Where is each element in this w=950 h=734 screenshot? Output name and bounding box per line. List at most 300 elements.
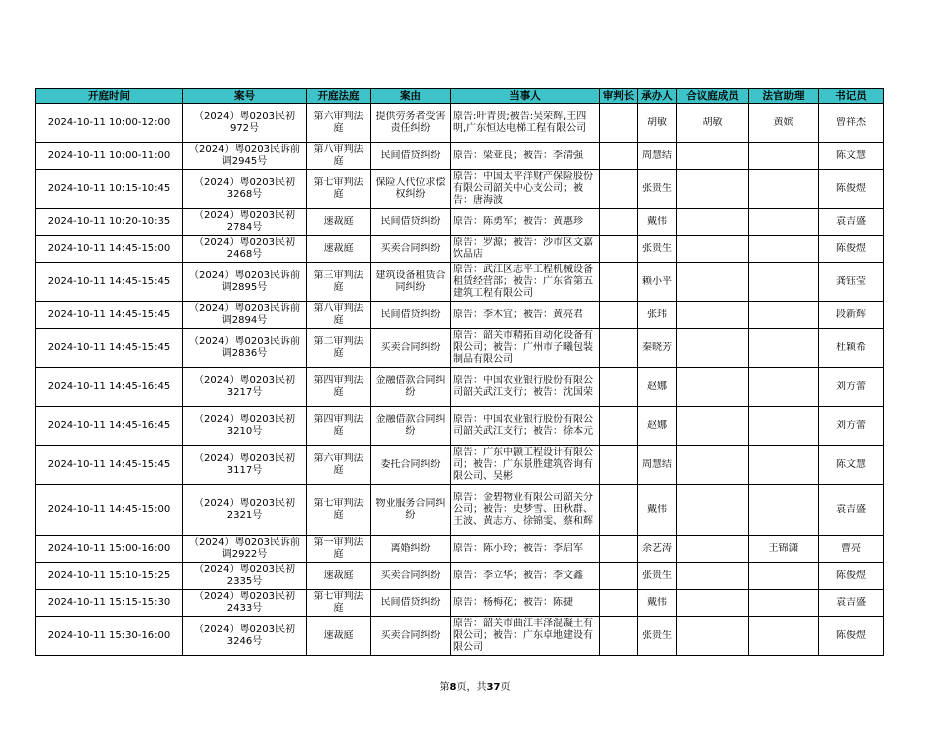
cell-text: 曹亮 <box>841 543 861 554</box>
cell-parties <box>451 536 600 563</box>
cell-judge-assistant <box>749 368 819 407</box>
cell-parties <box>451 170 600 209</box>
cell-case-number <box>183 485 307 536</box>
cell-text: 胡敏 <box>702 117 723 128</box>
column-header-hearing-time: 开庭时间 <box>36 89 183 104</box>
cell-text: 物业服务合同纠纷 <box>375 498 446 521</box>
cell-courtroom <box>307 617 371 656</box>
cell-case-number <box>183 536 307 563</box>
cell-text: 离婚纠纷 <box>390 543 431 554</box>
cell-hearing-time <box>36 590 183 617</box>
cell-courtroom <box>307 263 371 302</box>
cell-cause-of-action <box>371 368 451 407</box>
cell-text: 原告：罗源；被告：沙市区文嘉饮品店 <box>453 237 593 260</box>
table-row <box>36 209 884 236</box>
cell-judge-in-charge <box>638 485 677 536</box>
cell-panel-members <box>677 446 749 485</box>
cell-parties <box>451 485 600 536</box>
cell-text: 建筑设备租赁合同纠纷 <box>375 270 446 293</box>
cell-text: 2024-10-11 15:10-15:25 <box>47 570 171 581</box>
cell-courtroom <box>307 446 371 485</box>
column-header-parties: 当事人 <box>451 89 600 104</box>
cell-judge-assistant <box>749 236 819 263</box>
cell-cause-of-action <box>371 143 451 170</box>
cell-text: 第八审判法庭 <box>313 144 364 167</box>
cell-text: （2024）粤0203民初3246号 <box>194 624 295 647</box>
cell-clerk <box>819 236 884 263</box>
cell-text: 第三审判法庭 <box>313 270 364 293</box>
cell-clerk <box>819 536 884 563</box>
cell-text: 张玮 <box>647 309 667 320</box>
cell-hearing-time <box>36 485 183 536</box>
cell-judge-in-charge <box>638 143 677 170</box>
cell-text: 金融借款合同纠纷 <box>375 414 446 437</box>
cell-text: 秦晓芳 <box>642 342 672 353</box>
cell-text: 戴伟 <box>647 216 667 227</box>
cell-case-number <box>183 617 307 656</box>
cell-courtroom <box>307 485 371 536</box>
cell-text: 第七审判法庭 <box>313 498 364 521</box>
cell-cause-of-action <box>371 485 451 536</box>
cell-panel-members <box>677 368 749 407</box>
cell-cause-of-action <box>371 209 451 236</box>
cell-hearing-time <box>36 209 183 236</box>
cell-case-number <box>183 302 307 329</box>
cell-panel-members <box>677 536 749 563</box>
table-row <box>36 263 884 302</box>
cell-courtroom <box>307 407 371 446</box>
cell-text: 速裁庭 <box>323 243 354 254</box>
cell-courtroom <box>307 563 371 590</box>
cell-panel-members <box>677 236 749 263</box>
header-row <box>36 89 884 104</box>
cell-text: （2024）粤0203民初3210号 <box>194 414 295 437</box>
cell-text: 2024-10-11 10:15-10:45 <box>47 183 171 194</box>
cell-parties <box>451 563 600 590</box>
cell-presiding-judge <box>600 617 638 656</box>
cell-judge-in-charge <box>638 407 677 446</box>
cell-courtroom <box>307 170 371 209</box>
table-row <box>36 536 884 563</box>
cell-text: 张贵生 <box>642 570 672 581</box>
cell-text: 原告：陈小玲；被告：李启军 <box>453 543 583 554</box>
table-row <box>36 617 884 656</box>
cell-judge-assistant <box>749 209 819 236</box>
cell-text: 陈文慧 <box>836 150 866 161</box>
cell-text: 陈文慧 <box>836 459 866 470</box>
cell-text: 刘方蕾 <box>836 381 866 392</box>
cell-panel-members <box>677 104 749 143</box>
cell-text: 张贵生 <box>642 183 672 194</box>
cell-panel-members <box>677 209 749 236</box>
cell-hearing-time <box>36 263 183 302</box>
cell-text: 2024-10-11 14:45-16:45 <box>47 381 171 392</box>
cell-presiding-judge <box>600 263 638 302</box>
cell-hearing-time <box>36 236 183 263</box>
cell-text: （2024）粤0203民初972号 <box>194 111 295 134</box>
column-header-courtroom: 开庭法庭 <box>307 89 371 104</box>
cell-text: 原告：中国太平洋财产保险股份有限公司韶关中心支公司；被告：唐海波 <box>453 171 593 206</box>
cell-judge-assistant <box>749 536 819 563</box>
cell-hearing-time <box>36 368 183 407</box>
cell-text: 刘方蕾 <box>836 420 866 431</box>
total-page-count: 37 <box>486 682 501 693</box>
column-header-presiding-judge: 审判长 <box>600 89 638 104</box>
table-row <box>36 368 884 407</box>
cell-case-number <box>183 590 307 617</box>
cell-presiding-judge <box>600 329 638 368</box>
cell-presiding-judge <box>600 446 638 485</box>
column-header-cause-of-action: 案由 <box>371 89 451 104</box>
cell-text: （2024）粤0203民初2433号 <box>194 591 295 614</box>
cell-cause-of-action <box>371 302 451 329</box>
cell-presiding-judge <box>600 590 638 617</box>
cell-text: 龚钰莹 <box>836 276 866 287</box>
cell-text: 第二审判法庭 <box>313 336 364 359</box>
cell-text: 2024-10-11 10:20-10:35 <box>47 216 171 227</box>
table-row <box>36 170 884 209</box>
cell-judge-assistant <box>749 143 819 170</box>
cell-text: 戴伟 <box>647 597 667 608</box>
cell-courtroom <box>307 104 371 143</box>
footer-prefix: 第 <box>439 682 450 693</box>
cell-parties <box>451 368 600 407</box>
cell-text: 原告：中国农业银行股份有限公司韶关武江支行；被告：徐本元 <box>453 414 593 437</box>
cell-presiding-judge <box>600 485 638 536</box>
cell-case-number <box>183 563 307 590</box>
cell-text: 赖小平 <box>642 276 672 287</box>
cell-clerk <box>819 407 884 446</box>
cell-cause-of-action <box>371 590 451 617</box>
cell-cause-of-action <box>371 407 451 446</box>
cell-judge-in-charge <box>638 590 677 617</box>
cell-case-number <box>183 170 307 209</box>
court-schedule-table <box>35 88 884 656</box>
cell-cause-of-action <box>371 236 451 263</box>
footer-middle: 页，共 <box>456 682 487 693</box>
cell-text: 原告：韶关市精拓自动化设备有限公司；被告：广州市子曦包装制品有限公司 <box>453 330 593 365</box>
cell-judge-assistant <box>749 485 819 536</box>
cell-judge-assistant <box>749 563 819 590</box>
cell-judge-assistant <box>749 302 819 329</box>
cell-cause-of-action <box>371 329 451 368</box>
cell-clerk <box>819 368 884 407</box>
cell-judge-in-charge <box>638 170 677 209</box>
cell-presiding-judge <box>600 170 638 209</box>
cell-courtroom <box>307 143 371 170</box>
cell-text: （2024）粤0203民初2335号 <box>194 564 295 587</box>
cell-text: 赵娜 <box>647 420 667 431</box>
cell-parties <box>451 446 600 485</box>
cell-text: 第六审判法庭 <box>313 111 364 134</box>
column-header-clerk: 书记员 <box>819 89 884 104</box>
cell-panel-members <box>677 407 749 446</box>
cell-text: 第八审判法庭 <box>313 303 364 326</box>
table-body <box>36 104 884 656</box>
cell-judge-assistant <box>749 104 819 143</box>
cell-presiding-judge <box>600 302 638 329</box>
cell-text: 原告：广东中颢工程设计有限公司；被告：广东景胜建筑咨询有限公司、吴彬 <box>453 447 593 482</box>
cell-hearing-time <box>36 446 183 485</box>
cell-text: 2024-10-11 14:45-15:45 <box>47 309 171 320</box>
cell-hearing-time <box>36 617 183 656</box>
cell-panel-members <box>677 302 749 329</box>
cell-panel-members <box>677 143 749 170</box>
cell-clerk <box>819 485 884 536</box>
cell-judge-assistant <box>749 170 819 209</box>
cell-text: 2024-10-11 15:00-16:00 <box>47 543 171 554</box>
cell-text: （2024）粤0203民诉前调2836号 <box>189 336 300 359</box>
cell-judge-assistant <box>749 590 819 617</box>
cell-text: 民间借贷纠纷 <box>380 150 441 161</box>
cell-judge-in-charge <box>638 536 677 563</box>
cell-hearing-time <box>36 104 183 143</box>
cell-judge-in-charge <box>638 263 677 302</box>
cell-text: 原告：韶关市曲江丰泽混凝土有限公司；被告：广东卓地建设有限公司 <box>453 618 593 653</box>
cell-courtroom <box>307 302 371 329</box>
cell-text: 民间借贷纠纷 <box>380 597 441 608</box>
cell-cause-of-action <box>371 263 451 302</box>
cell-case-number <box>183 104 307 143</box>
cell-judge-assistant <box>749 617 819 656</box>
table-row <box>36 329 884 368</box>
cell-text: 速裁庭 <box>323 570 354 581</box>
cell-text: 段新辉 <box>836 309 866 320</box>
cell-text: 2024-10-11 10:00-11:00 <box>47 150 171 161</box>
cell-judge-in-charge <box>638 302 677 329</box>
cell-text: （2024）粤0203民诉前调2945号 <box>189 144 300 167</box>
cell-text: 曾祥杰 <box>836 117 866 128</box>
cell-clerk <box>819 590 884 617</box>
cell-hearing-time <box>36 407 183 446</box>
table-row <box>36 143 884 170</box>
cell-parties <box>451 209 600 236</box>
cell-case-number <box>183 368 307 407</box>
cell-text: （2024）粤0203民初2321号 <box>194 498 295 521</box>
cell-text: 2024-10-11 15:15-15:30 <box>47 597 171 608</box>
cell-clerk <box>819 104 884 143</box>
cell-text: 买卖合同纠纷 <box>380 570 441 581</box>
cell-text: 袁吉盛 <box>836 504 866 515</box>
table-row <box>36 590 884 617</box>
cell-courtroom <box>307 536 371 563</box>
cell-clerk <box>819 329 884 368</box>
column-header-panel-members: 合议庭成员 <box>677 89 749 104</box>
cell-text: 原告：陈勇军；被告：黄惠珍 <box>453 216 583 227</box>
cell-text: 民间借贷纠纷 <box>380 216 441 227</box>
cell-presiding-judge <box>600 368 638 407</box>
cell-text: （2024）粤0203民诉前调2894号 <box>189 303 300 326</box>
cell-text: 余艺涛 <box>642 543 672 554</box>
cell-judge-in-charge <box>638 209 677 236</box>
table-row <box>36 104 884 143</box>
cell-presiding-judge <box>600 104 638 143</box>
table-row <box>36 407 884 446</box>
cell-case-number <box>183 263 307 302</box>
cell-clerk <box>819 209 884 236</box>
cell-judge-in-charge <box>638 563 677 590</box>
cell-courtroom <box>307 209 371 236</box>
cell-text: 原告:叶青贵;被告:吴荣辉,王四明,广东恒达电梯工程有限公司 <box>453 111 587 134</box>
cell-text: 陈俊煜 <box>836 183 866 194</box>
cell-text: 陈俊煜 <box>836 243 866 254</box>
cell-case-number <box>183 143 307 170</box>
cell-parties <box>451 104 600 143</box>
cell-text: 周慧结 <box>642 459 672 470</box>
cell-text: （2024）粤0203民诉前调2895号 <box>189 270 300 293</box>
cell-text: 速裁庭 <box>323 216 354 227</box>
cell-text: 第四审判法庭 <box>313 414 364 437</box>
cell-presiding-judge <box>600 209 638 236</box>
cell-judge-in-charge <box>638 617 677 656</box>
cell-text: 周慧结 <box>642 150 672 161</box>
page-footer <box>0 678 950 693</box>
cell-panel-members <box>677 563 749 590</box>
cell-presiding-judge <box>600 143 638 170</box>
table-row <box>36 302 884 329</box>
cell-text: 2024-10-11 15:30-16:00 <box>47 630 171 641</box>
table-header <box>36 89 884 104</box>
cell-judge-assistant <box>749 263 819 302</box>
cell-text: 第六审判法庭 <box>313 453 364 476</box>
cell-text: 袁吉盛 <box>836 597 866 608</box>
cell-cause-of-action <box>371 446 451 485</box>
cell-cause-of-action <box>371 563 451 590</box>
cell-presiding-judge <box>600 407 638 446</box>
cell-cause-of-action <box>371 170 451 209</box>
cell-presiding-judge <box>600 563 638 590</box>
cell-clerk <box>819 302 884 329</box>
cell-text: （2024）粤0203民诉前调2922号 <box>189 537 300 560</box>
cell-panel-members <box>677 617 749 656</box>
cell-courtroom <box>307 329 371 368</box>
cell-text: 2024-10-11 14:45-15:45 <box>47 342 171 353</box>
cell-text: 陈俊煜 <box>836 570 866 581</box>
cell-text: 胡敏 <box>647 117 667 128</box>
cell-case-number <box>183 236 307 263</box>
cell-judge-in-charge <box>638 329 677 368</box>
cell-case-number <box>183 209 307 236</box>
cell-text: 原告：金碧物业有限公司韶关分公司；被告：史梦雪、田秋群、王波、黄志方、徐锦雯、蔡和辉 <box>453 492 593 527</box>
cell-text: （2024）粤0203民初2784号 <box>194 210 295 233</box>
cell-text: 戴伟 <box>647 504 667 515</box>
cell-text: 2024-10-11 10:00-12:00 <box>47 117 171 128</box>
cell-text: 2024-10-11 14:45-15:45 <box>47 276 171 287</box>
current-page-number: 8 <box>449 682 457 693</box>
cell-text: 委托合同纠纷 <box>380 459 441 470</box>
cell-judge-in-charge <box>638 446 677 485</box>
cell-clerk <box>819 143 884 170</box>
table-row <box>36 563 884 590</box>
cell-case-number <box>183 329 307 368</box>
cell-text: 保险人代位求偿权纠纷 <box>375 177 446 200</box>
cell-text: 赵娜 <box>647 381 667 392</box>
footer-suffix: 页 <box>500 682 511 693</box>
cell-parties <box>451 329 600 368</box>
cell-text: 速裁庭 <box>323 630 354 641</box>
cell-text: 黄嫔 <box>773 117 794 128</box>
cell-text: 民间借贷纠纷 <box>380 309 441 320</box>
cell-text: 袁吉盛 <box>836 216 866 227</box>
cell-parties <box>451 617 600 656</box>
cell-parties <box>451 302 600 329</box>
cell-cause-of-action <box>371 617 451 656</box>
cell-clerk <box>819 617 884 656</box>
cell-judge-in-charge <box>638 236 677 263</box>
cell-text: （2024）粤0203民初3268号 <box>194 177 295 200</box>
cell-text: 金融借款合同纠纷 <box>375 375 446 398</box>
cell-text: 杜颖希 <box>836 342 866 353</box>
column-header-judge-in-charge: 承办人 <box>638 89 677 104</box>
cell-judge-assistant <box>749 446 819 485</box>
cell-text: 第七审判法庭 <box>313 591 364 614</box>
cell-text: 第四审判法庭 <box>313 375 364 398</box>
cell-hearing-time <box>36 563 183 590</box>
cell-clerk <box>819 263 884 302</box>
cell-text: 提供劳务者受害责任纠纷 <box>375 111 446 134</box>
cell-presiding-judge <box>600 536 638 563</box>
cell-courtroom <box>307 590 371 617</box>
cell-text: 2024-10-11 14:45-15:45 <box>47 459 171 470</box>
cell-panel-members <box>677 170 749 209</box>
cell-text: 买卖合同纠纷 <box>380 342 441 353</box>
cell-text: 买卖合同纠纷 <box>380 630 441 641</box>
cell-hearing-time <box>36 170 183 209</box>
cell-courtroom <box>307 236 371 263</box>
cell-text: 张贵生 <box>642 630 672 641</box>
column-header-case-number: 案号 <box>183 89 307 104</box>
cell-parties <box>451 263 600 302</box>
cell-case-number <box>183 407 307 446</box>
cell-text: 第七审判法庭 <box>313 177 364 200</box>
cell-text: （2024）粤0203民初3217号 <box>194 375 295 398</box>
cell-panel-members <box>677 329 749 368</box>
cell-text: 第一审判法庭 <box>313 537 364 560</box>
cell-parties <box>451 590 600 617</box>
cell-parties <box>451 236 600 263</box>
cell-parties <box>451 143 600 170</box>
cell-text: 买卖合同纠纷 <box>380 243 441 254</box>
cell-text: 原告：中国农业银行股份有限公司韶关武江支行；被告：沈国荣 <box>453 375 593 398</box>
cell-text: 陈俊煜 <box>836 630 866 641</box>
cell-cause-of-action <box>371 104 451 143</box>
cell-hearing-time <box>36 536 183 563</box>
column-header-judge-assistant: 法官助理 <box>749 89 819 104</box>
cell-text: 2024-10-11 14:45-16:45 <box>47 420 171 431</box>
cell-panel-members <box>677 590 749 617</box>
cell-text: （2024）粤0203民初2468号 <box>194 237 295 260</box>
cell-text: 原告：李立华；被告：李文鑫 <box>453 570 583 581</box>
cell-clerk <box>819 446 884 485</box>
cell-clerk <box>819 170 884 209</box>
cell-text: 张贵生 <box>642 243 672 254</box>
table-row <box>36 446 884 485</box>
cell-hearing-time <box>36 302 183 329</box>
cell-panel-members <box>677 485 749 536</box>
cell-judge-in-charge <box>638 104 677 143</box>
cell-judge-in-charge <box>638 368 677 407</box>
cell-hearing-time <box>36 329 183 368</box>
cell-text: 2024-10-11 14:45-15:00 <box>47 504 171 515</box>
cell-panel-members <box>677 263 749 302</box>
cell-text: 原告：梁亚良；被告：李清强 <box>453 150 583 161</box>
cell-judge-assistant <box>749 329 819 368</box>
table-row <box>36 236 884 263</box>
cell-parties <box>451 407 600 446</box>
cell-text: 2024-10-11 14:45-15:00 <box>47 243 171 254</box>
cell-cause-of-action <box>371 536 451 563</box>
table-row <box>36 485 884 536</box>
